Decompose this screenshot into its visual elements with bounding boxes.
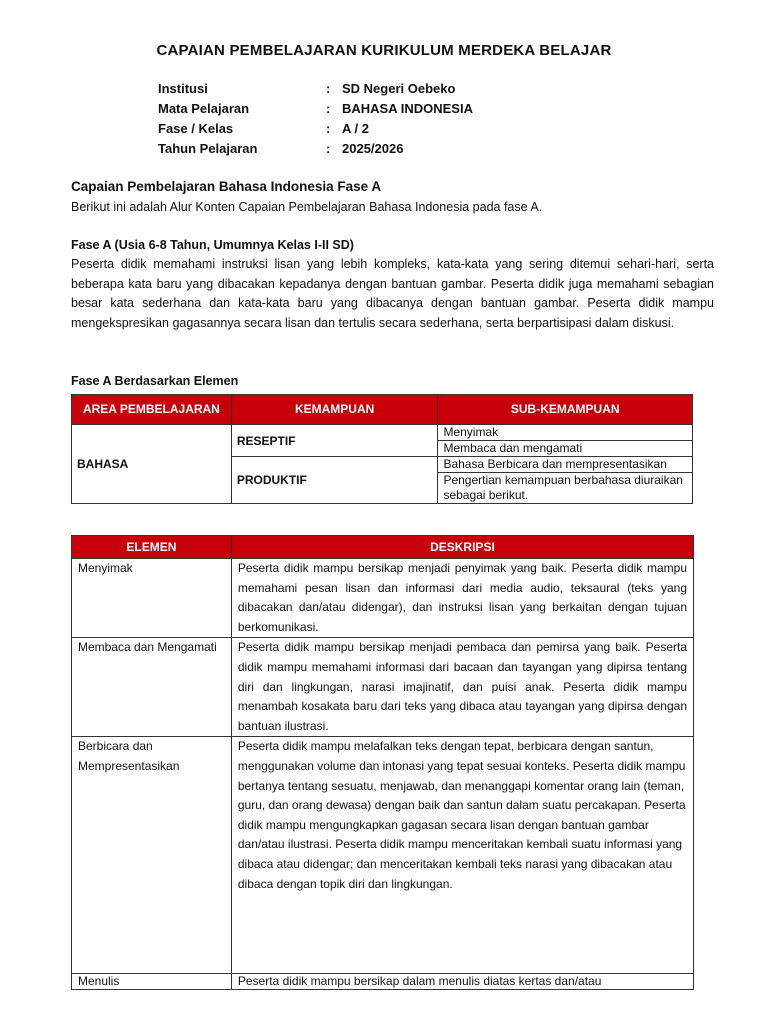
kemampuan-cell: RESEPTIF [231,425,438,457]
sub-kemampuan-cell: Bahasa Berbicara dan mempresentasikan [438,457,693,473]
table-header-row [72,395,693,425]
sub-kemampuan-cell: Membaca dan mengamati [438,441,693,457]
meta-value: BAHASA INDONESIA [342,100,473,116]
elemen-cell: Menyimak [72,559,232,638]
area-cell: BAHASA [72,425,232,504]
meta-colon: : [326,80,331,96]
meta-colon: : [326,100,331,116]
meta-row-fase-kelas [158,118,473,138]
deskripsi-cell: Peserta didik mampu bersikap dalam menulis diatas kertas dan/atau [231,974,693,990]
elemen-cell: Menulis [72,974,232,990]
meta-row-tahun-pelajaran [158,138,473,158]
header-deskripsi: DESKRIPSI [231,536,693,559]
sub-kemampuan-cell: Menyimak [438,425,693,441]
elemen-cell: Berbicara dan Mempresentasikan [72,737,232,974]
meta-row-institusi [158,78,473,98]
sub-kemampuan-cell: Pengertian kemampuan berbahasa diuraikan sebagai berikut. [438,473,693,504]
meta-label: Fase / Kelas [158,120,234,136]
table-row [72,974,694,990]
document-meta [158,78,473,158]
fase-heading: Fase A (Usia 6-8 Tahun, Umumnya Kelas I-II SD) [71,238,354,252]
meta-value: SD Negeri Oebeko [342,80,456,96]
fase-description: Peserta didik memahami instruksi lisan yang lebih kompleks, kata-kata yang sering ditemui sehari-hari, serta beberapa kata baru yang dibacakan kepadanya dengan bantuan gambar. Peserta didik juga memahami sebagian besar kata sederhana dan kata-kata baru yang dibacanya dengan bantuan gambar. Peserta didik mampu mengekspresikan gagasannya secara lisan dan tertulis secara sederhana, serta berpartisipasi dalam diskusi. [71,257,714,330]
meta-row-mata-pelajaran [158,98,473,118]
meta-label: Mata Pelajaran [158,100,250,116]
section-title: Capaian Pembelajaran Bahasa Indonesia Fase A [71,179,382,194]
header-kemampuan: KEMAMPUAN [231,395,438,425]
table-row [72,737,694,974]
table-header-row [72,536,694,559]
elemen-table-heading: Fase A Berdasarkan Elemen [71,374,239,388]
header-area-pembelajaran: AREA PEMBELAJARAN [72,395,232,425]
elemen-table [71,394,693,504]
meta-value: A / 2 [342,120,369,136]
meta-label: Tahun Pelajaran [158,140,258,156]
section-intro: Berikut ini adalah Alur Konten Capaian Pembelajaran Bahasa Indonesia pada fase A. [71,200,543,214]
deskripsi-cell: Peserta didik mampu bersikap menjadi penyimak yang baik. Peserta didik mampu memahami pesan lisan dan informasi dari media audio, teksaural (teks yang dibacakan dan/atau didengar), dan instruksi lisan yang berkaitan dengan tujuan berkomunikasi. [231,559,693,638]
header-sub-kemampuan: SUB-KEMAMPUAN [438,395,693,425]
meta-colon: : [326,140,331,156]
meta-colon: : [326,120,331,136]
document-title: CAPAIAN PEMBELAJARAN KURIKULUM MERDEKA BELAJAR [156,42,612,59]
kemampuan-cell: PRODUKTIF [231,457,438,504]
deskripsi-table [71,535,694,990]
table-row [72,638,694,737]
meta-label: Institusi [158,80,208,96]
meta-value: 2025/2026 [342,140,404,156]
deskripsi-cell: Peserta didik mampu melafalkan teks dengan tepat, berbicara dengan santun, menggunakan volume dan intonasi yang tepat sesuai konteks. Peserta didik mampu bertanya tentang sesuatu, menjawab, dan menanggapi komentar orang lain (teman, guru, dan orang dewasa) dengan baik dan santun dalam suatu percakapan. Peserta didik mampu mengungkapkan gagasan secara lisan dengan bantuan gambar dan/atau ilustrasi. Peserta didik mampu menceritakan kembali suatu informasi yang dibaca atau didengar; dan menceritakan kembali teks narasi yang dibacakan atau dibaca dengan topik diri dan lingkungan. [231,737,693,974]
header-elemen: ELEMEN [72,536,232,559]
table-row [72,559,694,638]
deskripsi-cell: Peserta didik mampu bersikap menjadi pembaca dan pemirsa yang baik. Peserta didik mampu memahami informasi dari bacaan dan tayangan yang dipirsa tentang diri dan lingkungan, narasi imajinatif, dan puisi anak. Peserta didik mampu menambah kosakata baru dari teks yang dibaca atau tayangan yang dipirsa dengan bantuan ilustrasi. [231,638,693,737]
table-row [72,425,693,441]
elemen-cell: Membaca dan Mengamati [72,638,232,737]
